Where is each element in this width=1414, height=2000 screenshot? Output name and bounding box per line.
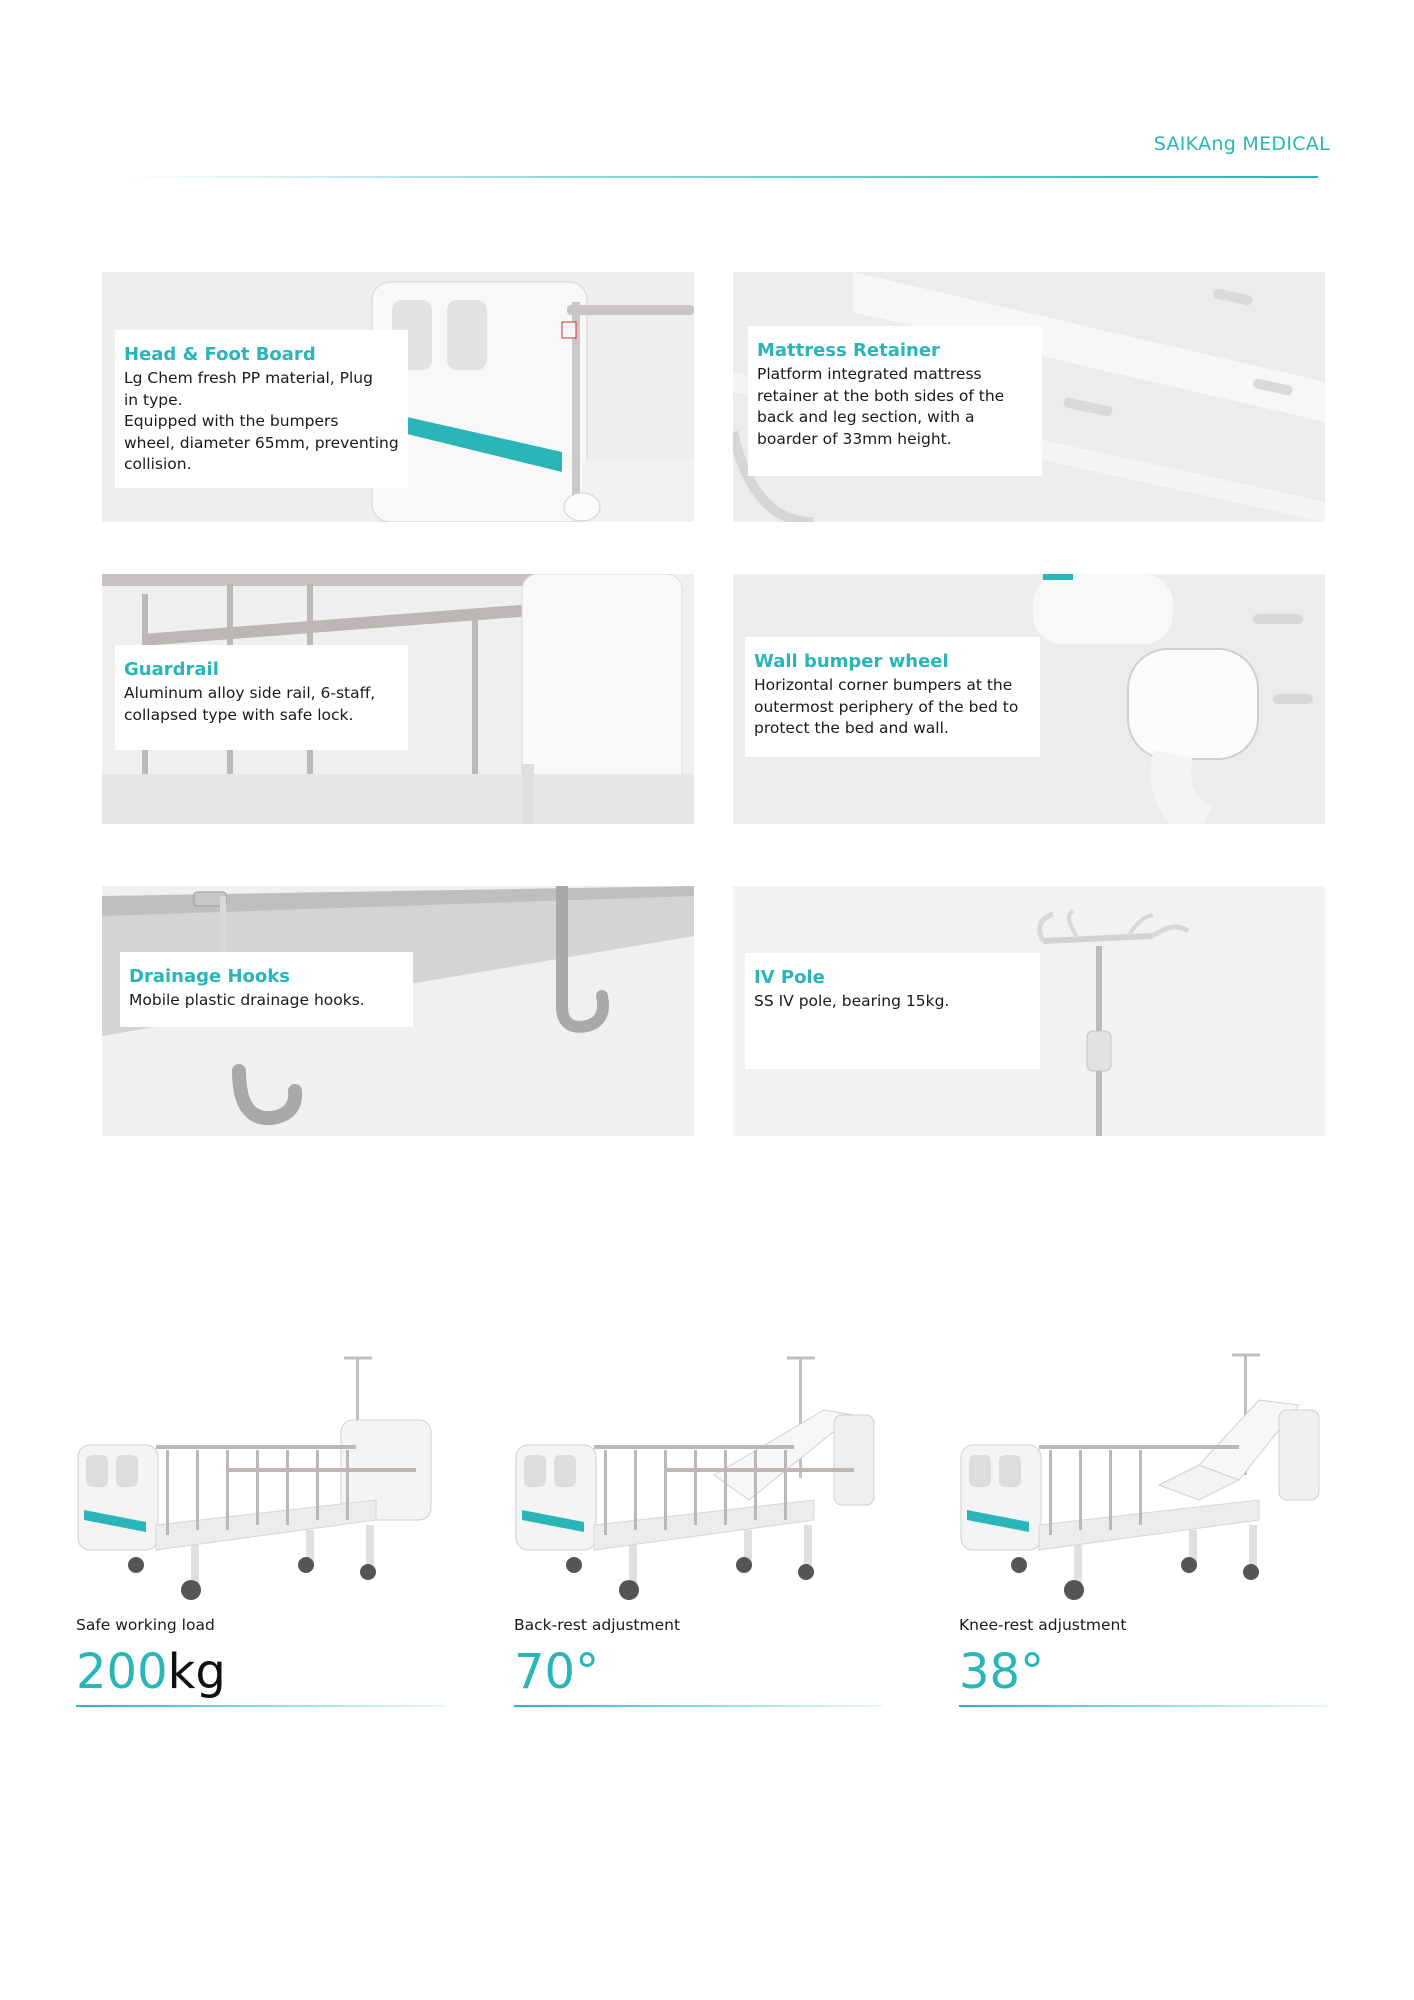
stat-value <box>959 1642 1329 1702</box>
stat-unit: kg <box>167 1644 226 1700</box>
feature-title: Wall bumper wheel <box>754 651 949 672</box>
feature-description: Mobile plastic drainage hooks. <box>129 991 365 1009</box>
stat-knee-rest-adjustment <box>959 1350 1329 1702</box>
feature-description: SS IV pole, bearing 15kg. <box>754 992 950 1010</box>
stat-safe-working-load <box>76 1350 446 1702</box>
stat-label: Knee-rest adjustment <box>959 1616 1127 1634</box>
feature-panel-mattress-retainer <box>733 272 1325 522</box>
feature-title: Drainage Hooks <box>129 966 290 987</box>
feature-card <box>745 637 1040 757</box>
feature-description: Aluminum alloy side rail, 6-staff, collapsed type with safe lock. <box>124 684 376 724</box>
stat-value <box>514 1642 884 1702</box>
stat-divider <box>76 1705 444 1707</box>
feature-description: Horizontal corner bumpers at the outermost periphery of the bed to protect the bed and wall. <box>754 676 1019 737</box>
stat-divider <box>514 1705 882 1707</box>
stat-value <box>76 1642 446 1702</box>
feature-description: Lg Chem fresh PP material, Plug in type. Equipped with the bumpers wheel, diameter 65mm, preventing collision. <box>124 369 399 473</box>
feature-title: Guardrail <box>124 659 219 680</box>
feature-title: Head & Foot Board <box>124 344 316 365</box>
bed-kneerest-illustration <box>959 1350 1329 1608</box>
stat-back-rest-adjustment <box>514 1350 884 1702</box>
feature-card <box>115 330 408 488</box>
feature-card <box>748 326 1042 476</box>
stat-divider <box>959 1705 1327 1707</box>
feature-panel-iv-pole <box>733 886 1325 1136</box>
feature-description: Platform integrated mattress retainer at the both sides of the back and leg section, with a boarder of 33mm height. <box>757 365 1005 448</box>
bed-backrest-illustration <box>514 1350 884 1608</box>
stat-number: 38° <box>959 1644 1045 1700</box>
brand-name: SAIKAng MEDICAL <box>1153 133 1330 155</box>
feature-panel-wall-bumper-wheel <box>733 574 1325 824</box>
stat-label: Back-rest adjustment <box>514 1616 681 1634</box>
feature-panel-guardrail <box>102 574 694 824</box>
feature-card <box>120 952 413 1027</box>
stat-label: Safe working load <box>76 1616 215 1634</box>
feature-card <box>745 953 1040 1069</box>
feature-panel-head-foot-board <box>102 272 694 522</box>
bed-flat-illustration <box>76 1350 446 1608</box>
feature-card <box>115 645 408 750</box>
feature-panel-drainage-hooks <box>102 886 694 1136</box>
feature-title: IV Pole <box>754 967 825 988</box>
header-divider <box>120 176 1318 178</box>
stat-number: 200 <box>76 1644 168 1700</box>
feature-title: Mattress Retainer <box>757 340 940 361</box>
stat-number: 70° <box>514 1644 600 1700</box>
